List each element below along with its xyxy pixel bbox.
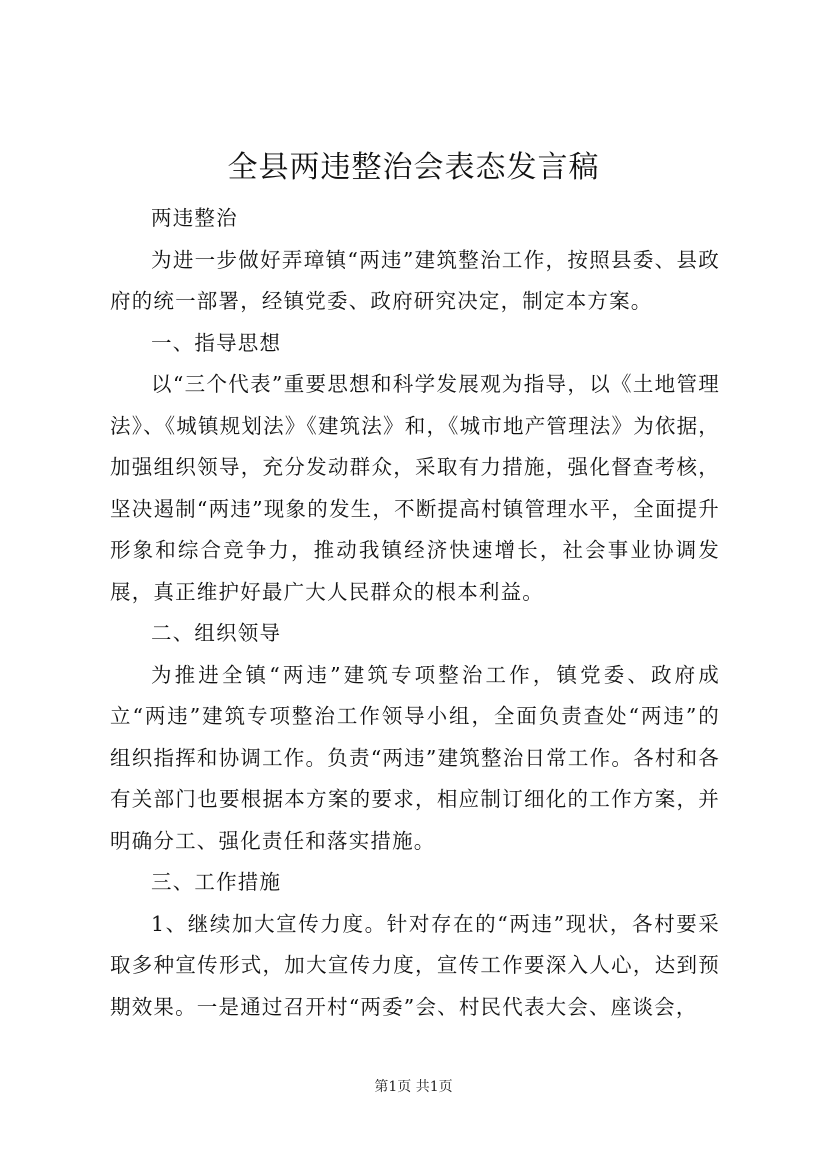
paragraph-heading-measures: 三、工作措施: [151, 870, 282, 894]
page-number-label: 第1页 共1页: [374, 1079, 453, 1095]
paragraph-organization: 为推进全镇“两违”建筑专项整治工作，镇党委、政府成立“两违”建筑专项整治工作领导小组，全面负责查处“两违”的组织指挥和协调工作。负责“两违”建筑整治日常工作。各村和各有关部门也要根据本方案的要求，相应制订细化的工作方案，并明确分工、强化责任和落实措施。: [110, 662, 720, 853]
document-body: [110, 198, 720, 1028]
page-footer: [0, 1078, 827, 1096]
paragraph-measures: 1、继续加大宣传力度。针对存在的“两违”现状，各村要采取多种宣传形式，加大宣传力度，宣传工作要深入人心，达到预期效果。一是通过召开村“两委”会、村民代表大会、座谈会，: [110, 911, 720, 1019]
paragraph-heading-topic: 两违整治: [151, 206, 238, 230]
paragraph-guiding-thought: 以“三个代表”重要思想和科学发展观为指导，以《土地管理法》、《城镇规划法》《建筑法》和，《城市地产管理法》为依据，加强组织领导，充分发动群众，采取有力措施，强化督查考核，坚决遏制“两违”现象的发生，不断提高村镇管理水平，全面提升形象和综合竞争力，推动我镇经济快速增长，社会事业协调发展，真正维护好最广大人民群众的根本利益。: [110, 372, 720, 604]
paragraph-heading-organization: 二、组织领导: [151, 621, 282, 645]
document-title: 全县两违整治会表态发言稿: [227, 150, 600, 185]
paragraph-intro: 为进一步做好弄璋镇“两违”建筑整治工作，按照县委、县政府的统一部署，经镇党委、政府研究决定，制定本方案。: [110, 247, 720, 313]
paragraph-heading-guiding-thought: 一、指导思想: [151, 330, 282, 355]
